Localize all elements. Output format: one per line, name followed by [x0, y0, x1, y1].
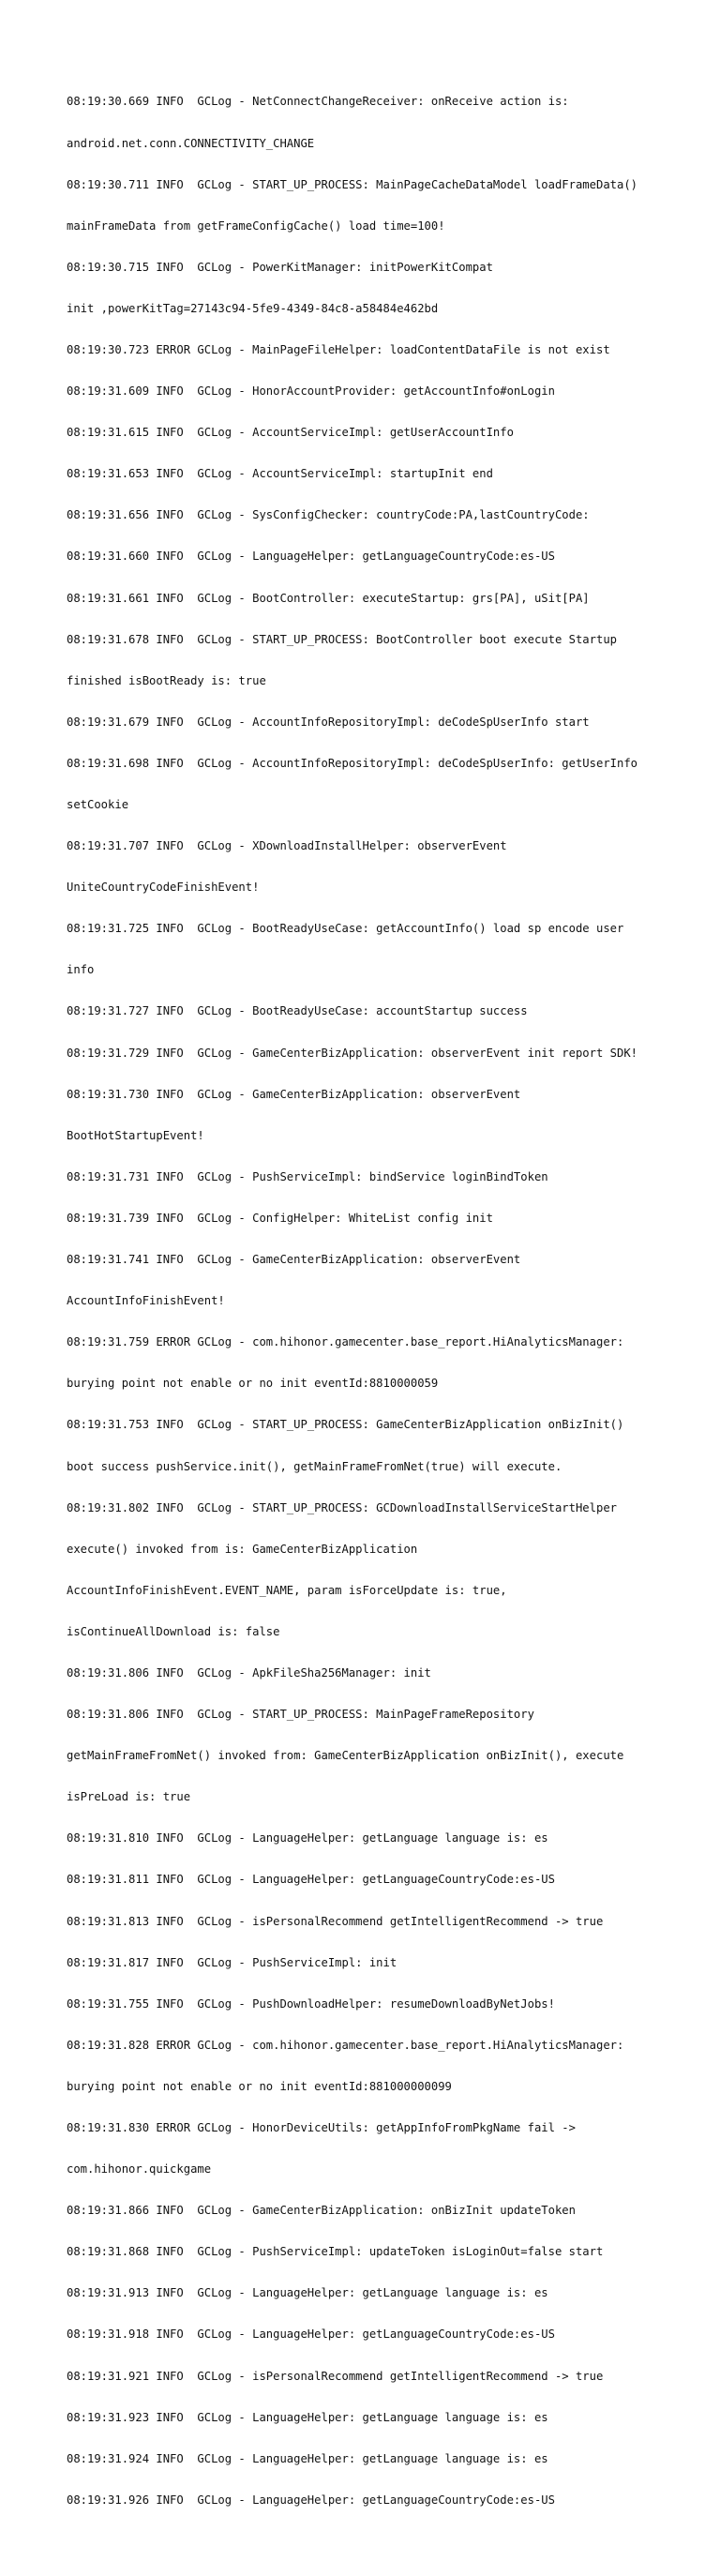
log-line: 08:19:31.679 INFO GCLog - AccountInfoRepositoryImpl: deCodeSpUserInfo start	[67, 715, 590, 729]
log-line: 08:19:31.923 INFO GCLog - LanguageHelper: getLanguage language is: es	[67, 2410, 548, 2424]
log-line: 08:19:31.753 INFO GCLog - START_UP_PROCESS: GameCenterBizApplication onBizInit()	[67, 1418, 624, 1432]
log-line: 08:19:31.653 INFO GCLog - AccountServiceImpl: startupInit end	[67, 467, 493, 481]
log-line: 08:19:31.806 INFO GCLog - ApkFileSha256Manager: init	[67, 1665, 431, 1680]
log-line: 08:19:31.810 INFO GCLog - LanguageHelper: getLanguage language is: es	[67, 1831, 548, 1845]
log-line: isContinueAllDownload is: false	[67, 1624, 280, 1638]
log-line: AccountInfoFinishEvent.EVENT_NAME, param isForceUpdate is: true,	[67, 1583, 507, 1597]
log-line: boot success pushService.init(), getMainFrameFromNet(true) will execute.	[67, 1459, 562, 1473]
log-line: 08:19:31.868 INFO GCLog - PushServiceImpl: updateToken isLoginOut=false start	[67, 2245, 604, 2259]
log-line: 08:19:31.759 ERROR GCLog - com.hihonor.gamecenter.base_report.HiAnalyticsManager:	[67, 1335, 624, 1349]
log-line: 08:19:31.817 INFO GCLog - PushServiceImpl: init	[67, 1955, 398, 1969]
log-line: 08:19:30.711 INFO GCLog - START_UP_PROCESS: MainPageCacheDataModel loadFrameData()	[67, 177, 638, 191]
log-line: init ,powerKitTag=27143c94-5fe9-4349-84c8-a58484e462bd	[67, 301, 439, 315]
log-line: 08:19:31.725 INFO GCLog - BootReadyUseCase: getAccountInfo() load sp encode user	[67, 922, 624, 936]
log-line: 08:19:31.828 ERROR GCLog - com.hihonor.gamecenter.base_report.HiAnalyticsManager:	[67, 2038, 624, 2052]
log-line: 08:19:31.727 INFO GCLog - BootReadyUseCase: accountStartup success	[67, 1004, 528, 1018]
log-line: info	[67, 963, 95, 977]
log-line: 08:19:31.802 INFO GCLog - START_UP_PROCESS: GCDownloadInstallServiceStartHelper	[67, 1500, 617, 1514]
log-line: 08:19:31.866 INFO GCLog - GameCenterBizApplication: onBizInit updateToken	[67, 2204, 576, 2218]
log-line: 08:19:31.811 INFO GCLog - LanguageHelper: getLanguageCountryCode:es-US	[67, 1873, 555, 1887]
log-line: 08:19:31.660 INFO GCLog - LanguageHelper: getLanguageCountryCode:es-US	[67, 550, 555, 564]
log-line: execute() invoked from is: GameCenterBizApplication	[67, 1542, 418, 1556]
log-line	[67, 2535, 682, 2549]
log-line: 08:19:31.739 INFO GCLog - ConfigHelper: WhiteList config init	[67, 1211, 493, 1225]
log-line: burying point not enable or no init eventId:881000000099	[67, 2079, 452, 2093]
log-page	[67, 68, 682, 2576]
log-line: 08:19:31.729 INFO GCLog - GameCenterBizApplication: observerEvent init report SDK!	[67, 1046, 638, 1060]
log-line: isPreLoad is: true	[67, 1790, 191, 1804]
log-line: 08:19:31.698 INFO GCLog - AccountInfoRepositoryImpl: deCodeSpUserInfo: getUserInfo	[67, 756, 638, 770]
log-line: 08:19:31.730 INFO GCLog - GameCenterBizApplication: observerEvent	[67, 1087, 521, 1101]
log-line: 08:19:31.615 INFO GCLog - AccountServiceImpl: getUserAccountInfo	[67, 426, 514, 440]
log-line: AccountInfoFinishEvent!	[67, 1294, 225, 1308]
log-line: 08:19:30.723 ERROR GCLog - MainPageFileHelper: loadContentDataFile is not exist	[67, 342, 610, 356]
log-line: 08:19:31.806 INFO GCLog - START_UP_PROCESS: MainPageFrameRepository	[67, 1708, 534, 1722]
log-line: 08:19:31.830 ERROR GCLog - HonorDeviceUtils: getAppInfoFromPkgName fail ->	[67, 2121, 576, 2134]
log-line: finished isBootReady is: true	[67, 673, 266, 687]
log-line: 08:19:31.609 INFO GCLog - HonorAccountProvider: getAccountInfo#onLogin	[67, 384, 555, 399]
log-line: 08:19:31.656 INFO GCLog - SysConfigChecker: countryCode:PA,lastCountryCode:	[67, 508, 590, 522]
log-line: 08:19:31.741 INFO GCLog - GameCenterBizApplication: observerEvent	[67, 1253, 521, 1267]
log-line: 08:19:31.921 INFO GCLog - isPersonalRecommend getIntelligentRecommend -> true	[67, 2369, 604, 2383]
log-line: 08:19:30.669 INFO GCLog - NetConnectChangeReceiver: onReceive action is:	[67, 95, 569, 109]
log-line: 08:19:31.926 INFO GCLog - LanguageHelper: getLanguageCountryCode:es-US	[67, 2493, 555, 2507]
log-line: 08:19:31.678 INFO GCLog - START_UP_PROCESS: BootController boot execute Startup	[67, 632, 617, 646]
log-line: 08:19:31.731 INFO GCLog - PushServiceImpl: bindService loginBindToken	[67, 1169, 548, 1183]
log-line: BootHotStartupEvent!	[67, 1128, 204, 1142]
log-line: com.hihonor.quickgame	[67, 2162, 212, 2177]
log-line: 08:19:31.707 INFO GCLog - XDownloadInstallHelper: observerEvent	[67, 839, 507, 853]
log-text-block	[67, 68, 682, 2576]
log-line: 08:19:31.661 INFO GCLog - BootController: executeStartup: grs[PA], uSit[PA]	[67, 591, 590, 605]
log-line: 08:19:31.755 INFO GCLog - PushDownloadHelper: resumeDownloadByNetJobs!	[67, 1996, 555, 2011]
log-line: 08:19:31.918 INFO GCLog - LanguageHelper: getLanguageCountryCode:es-US	[67, 2327, 555, 2342]
log-line: burying point not enable or no init eventId:8810000059	[67, 1377, 439, 1391]
log-line: getMainFrameFromNet() invoked from: GameCenterBizApplication onBizInit(), execute	[67, 1749, 624, 1763]
log-line: 08:19:31.924 INFO GCLog - LanguageHelper: getLanguage language is: es	[67, 2451, 548, 2465]
log-line: setCookie	[67, 798, 129, 811]
log-line: 08:19:30.715 INFO GCLog - PowerKitManager: initPowerKitCompat	[67, 260, 493, 274]
log-line: 08:19:31.913 INFO GCLog - LanguageHelper: getLanguage language is: es	[67, 2286, 548, 2300]
log-line: 08:19:31.813 INFO GCLog - isPersonalRecommend getIntelligentRecommend -> true	[67, 1914, 604, 1928]
log-line: UniteCountryCodeFinishEvent!	[67, 881, 260, 895]
log-line: mainFrameData from getFrameConfigCache() load time=100!	[67, 218, 445, 233]
log-line: android.net.conn.CONNECTIVITY_CHANGE	[67, 136, 315, 150]
